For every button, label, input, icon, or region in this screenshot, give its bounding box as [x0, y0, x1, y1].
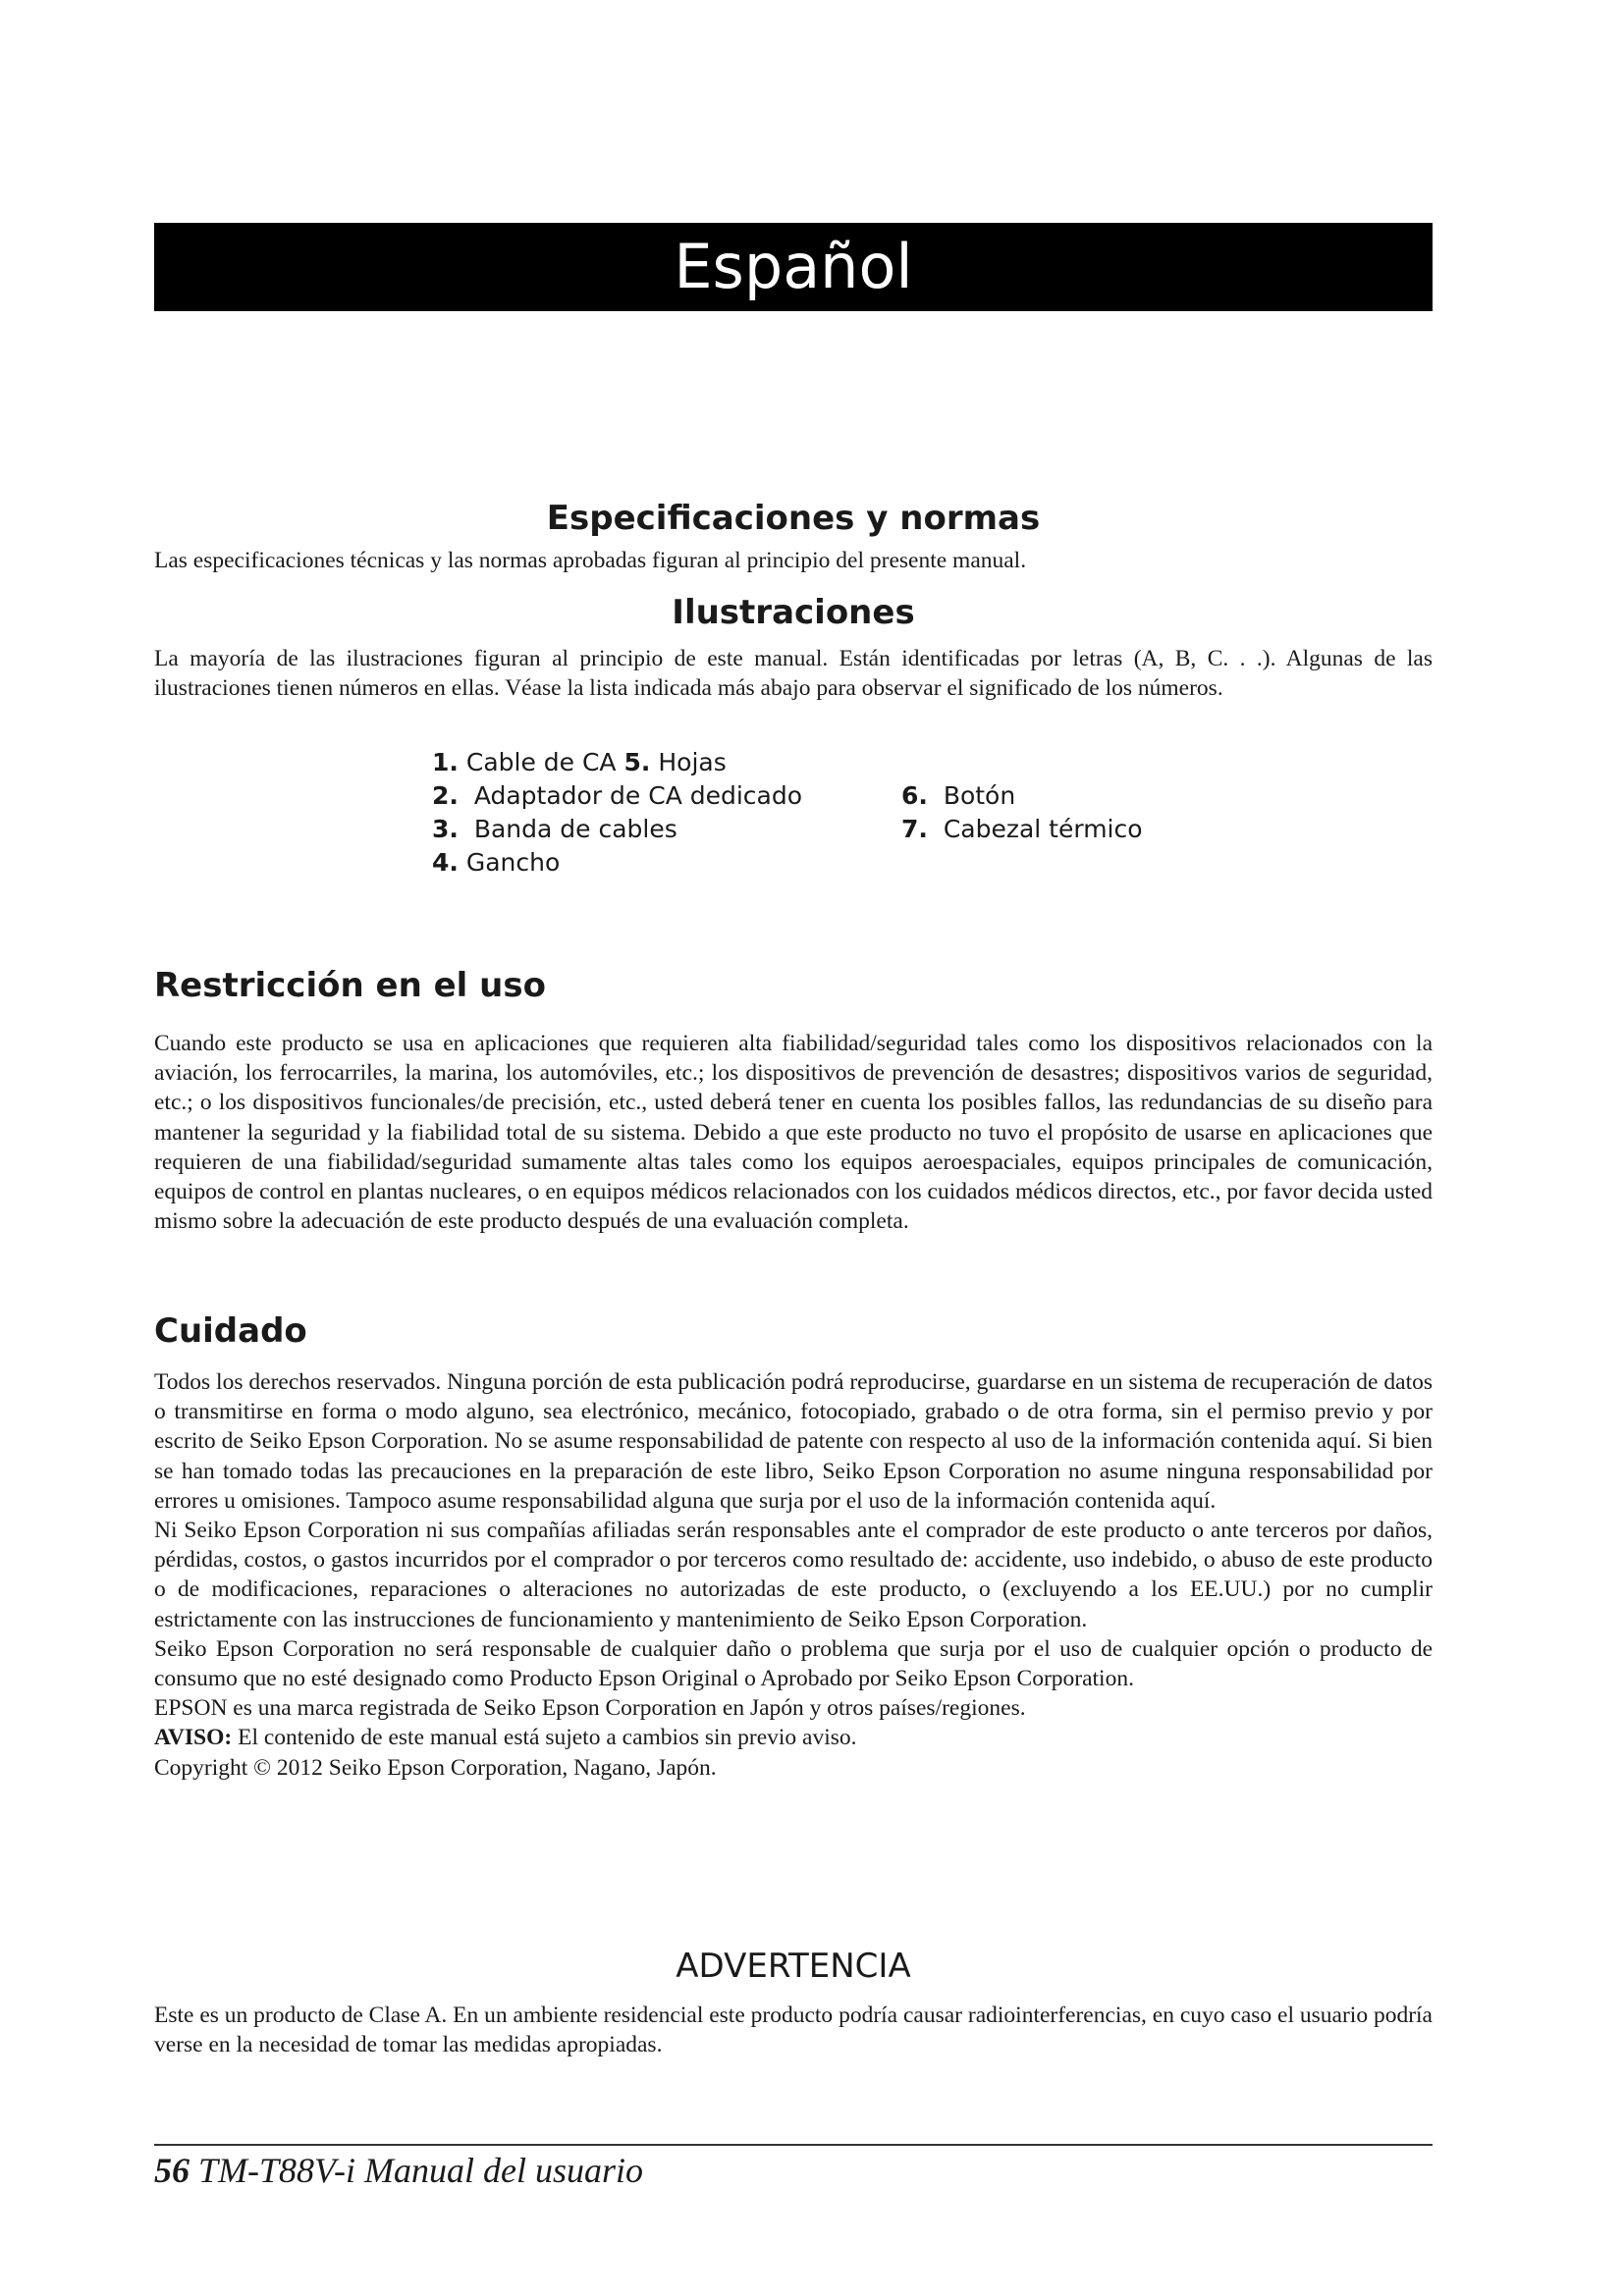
caution-paragraph-3: Seiko Epson Corporation no será responsable de cualquier daño o problema que surja por el uso de cualquier opción o producto de consumo que no esté designado como Producto Epson Original o Aprobado por Seiko Epson Corporation. — [154, 1635, 1433, 1692]
language-banner: Español — [154, 223, 1433, 311]
caution-body — [154, 1367, 1433, 1783]
list-item: 3. Banda de cables — [432, 815, 677, 843]
page-footer — [154, 2150, 643, 2191]
warning-text: Este es un producto de Clase A. En un ambiente residencial este producto podría causar radiointerferencias, en cuyo caso el usuario podría verse en la necesidad de tomar las medidas apropiadas. — [154, 2002, 1433, 2058]
warning-heading: ADVERTENCIA — [676, 1947, 911, 1986]
specs-text: Las especificaciones técnicas y las normas aprobadas figuran al principio del presente manual. — [154, 548, 1027, 573]
copyright: Copyright © 2012 Seiko Epson Corporation, Nagano, Japón. — [154, 1754, 717, 1781]
caution-heading: Cuidado — [154, 1311, 307, 1351]
illustrations-heading: Ilustraciones — [672, 593, 915, 632]
list-item: 2. Adaptador de CA dedicado — [432, 781, 803, 810]
restriction-text: Cuando este producto se usa en aplicaciones que requieren alta fiabilidad/seguridad tales como los dispositivos relacionados con la aviación, los ferrocarriles, la marina, los automóviles, etc.; los dispositivos de prevención de desastres; dispositivos varios de seguridad, etc.; o los dispositivos funcionales/de precisión, etc., usted deberá tener en cuenta los posibles fallos, las redundancias de su diseño para mantener la seguridad y la fiabilidad total de su sistema. Debido a que este producto no tuvo el propósito de usarse en aplicaciones que requieren de una fiabilidad/seguridad sumamente altas tales como los equipos aeroespaciales, equipos principales de comunicación, equipos de control en plantas nucleares, o en equipos médicos relacionados con los cuidados médicos directos, etc., por favor decida usted mismo sobre la adecuación de este producto después de una evaluación completa. — [154, 1031, 1433, 1235]
manual-title: TM-T88V-i Manual del usuario — [198, 2151, 644, 2190]
list-item: 7. Cabezal térmico — [901, 815, 1143, 843]
footer-divider — [154, 2144, 1433, 2146]
caution-paragraph-4: EPSON es una marca registrada de Seiko Epson Corporation en Japón y otros países/regiones. — [154, 1695, 1026, 1722]
illustrations-text: La mayoría de las ilustraciones figuran al principio de este manual. Están identificadas por letras (A, B, C. . .). Algunas de las ilustraciones tienen números en ellas. Véase la lista indicada más abajo para observar el significado de los números. — [154, 646, 1433, 702]
notice-paragraph — [154, 1723, 1433, 1752]
list-item: 4. Gancho — [432, 848, 561, 877]
restriction-heading: Restricción en el uso — [154, 966, 546, 1005]
page-number: 56 — [154, 2151, 189, 2190]
notice-text: El contenido de este manual está sujeto a cambios sin previo aviso. — [232, 1725, 857, 1751]
list-item: 6. Botón — [901, 781, 1016, 810]
caution-paragraph-2: Ni Seiko Epson Corporation ni sus compañías afiliadas serán responsables ante el comprador de este producto o ante terceros por daños, pérdidas, costos, o gastos incurridos por el comprador o por terceros como resultado de: accidente, uso indebido, o abuso de este producto o de modificaciones, reparaciones o alteraciones no autorizadas de este producto, o (excluyendo a los EE.UU.) por no cumplir estrictamente con las instrucciones de funcionamiento y mantenimiento de Seiko Epson Corporation. — [154, 1518, 1433, 1632]
notice-label: AVISO: — [154, 1725, 233, 1751]
specs-heading: Especificaciones y normas — [546, 499, 1041, 538]
list-item: 1. Cable de CA 5. Hojas — [432, 748, 727, 776]
caution-paragraph-1: Todos los derechos reservados. Ninguna porción de esta publicación podrá reproducirse, guardarse en un sistema de recuperación de datos o transmitirse en forma o modo alguno, sea electrónico, mecánico, fotocopiado, grabado o de otra forma, sin el permiso previo y por escrito de Seiko Epson Corporation. No se asume responsabilidad de patente con respecto al uso de la información contenida aquí. Si bien se han tomado todas las precauciones en la preparación de este libro, Seiko Epson Corporation no asume ninguna responsabilidad por errores u omisiones. Tampoco asume responsabilidad alguna que surja por el uso de la información contenida aquí. — [154, 1369, 1433, 1514]
